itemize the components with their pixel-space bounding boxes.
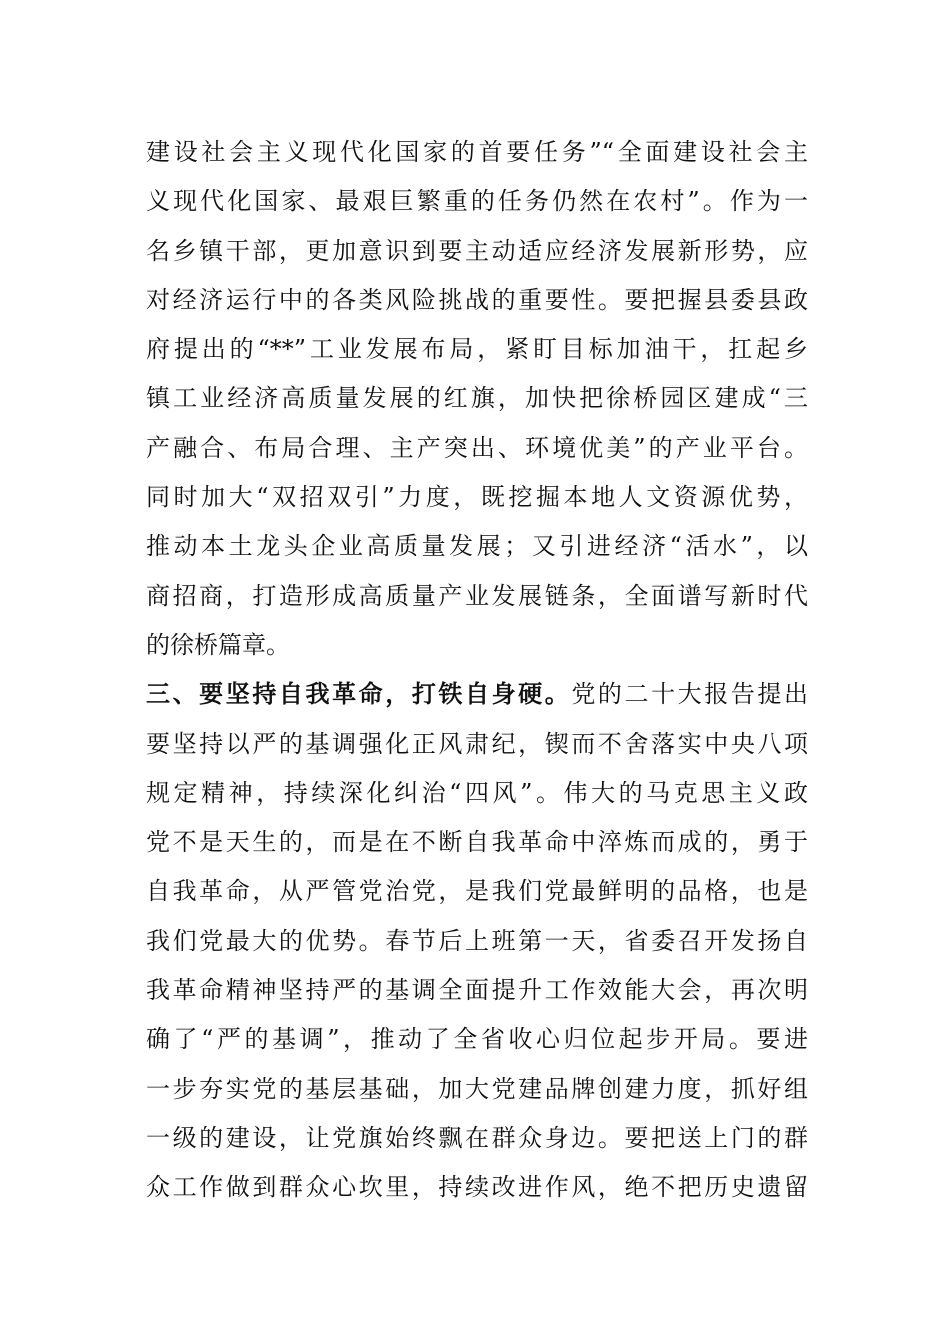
text-line: 规定精神，持续深化纠治“四风”。伟大的马克思主义政 [146,778,808,807]
section-heading: 三、要坚持自我革命，打铁自身硬。 [146,680,572,709]
text-line: 我革命精神坚持严的基调全面提升工作效能大会，再次明 [146,976,808,1005]
text-line: 产融合、布局合理、主产突出、环境优美”的产业平台。 [146,433,808,462]
text-line: 自我革命，从严管党治党，是我们党最鲜明的品格，也是 [146,877,808,906]
text-line: 建设社会主义现代化国家的首要任务”“全面建设社会主 [146,138,808,166]
text-line: 党不是天生的，而是在不断自我革命中淬炼而成的，勇于 [146,828,808,857]
text-line: 一步夯实党的基层基础，加大党建品牌创建力度，抓好组 [146,1074,808,1103]
text-line: 推动本土龙头企业高质量发展；又引进经济“活水”，以 [146,532,808,561]
text-line: 对经济运行中的各类风险挑战的重要性。要把握县委县政 [146,285,808,314]
text-line: 府提出的“**”工业发展布局，紧盯目标加油干，扛起乡 [146,335,808,364]
text-line: 义现代化国家、最艰巨繁重的任务仍然在农村”。作为一 [146,187,808,216]
text-line [146,670,808,719]
document-body [146,128,808,1213]
heading-line-rest: 党的二十大报告提出 [571,680,809,709]
text-line: 的徐桥篇章。 [146,630,290,659]
text-line: 确了“严的基调”，推动了全省收心归位起步开局。要进 [146,1025,808,1054]
text-line: 镇工业经济高质量发展的红旗，加快把徐桥园区建成“三 [146,384,808,413]
text-line: 要坚持以严的基调强化正风肃纪，锲而不舍落实中央八项 [146,729,808,758]
text-line: 一级的建设，让党旗始终飘在群众身边。要把送上门的群 [146,1123,808,1152]
text-line: 我们党最大的优势。春节后上班第一天，省委召开发扬自 [146,926,808,955]
paragraph-self-revolution [146,670,808,1212]
text-line: 名乡镇干部，更加意识到要主动适应经济发展新形势，应 [146,236,808,265]
text-line: 众工作做到群众心坎里，持续改进作风，绝不把历史遗留 [146,1173,808,1202]
paragraph-economy [146,128,808,670]
text-line: 同时加大“双招双引”力度，既挖掘本地人文资源优势， [146,483,808,512]
text-line: 商招商，打造形成高质量产业发展链条，全面谱写新时代 [146,581,808,610]
